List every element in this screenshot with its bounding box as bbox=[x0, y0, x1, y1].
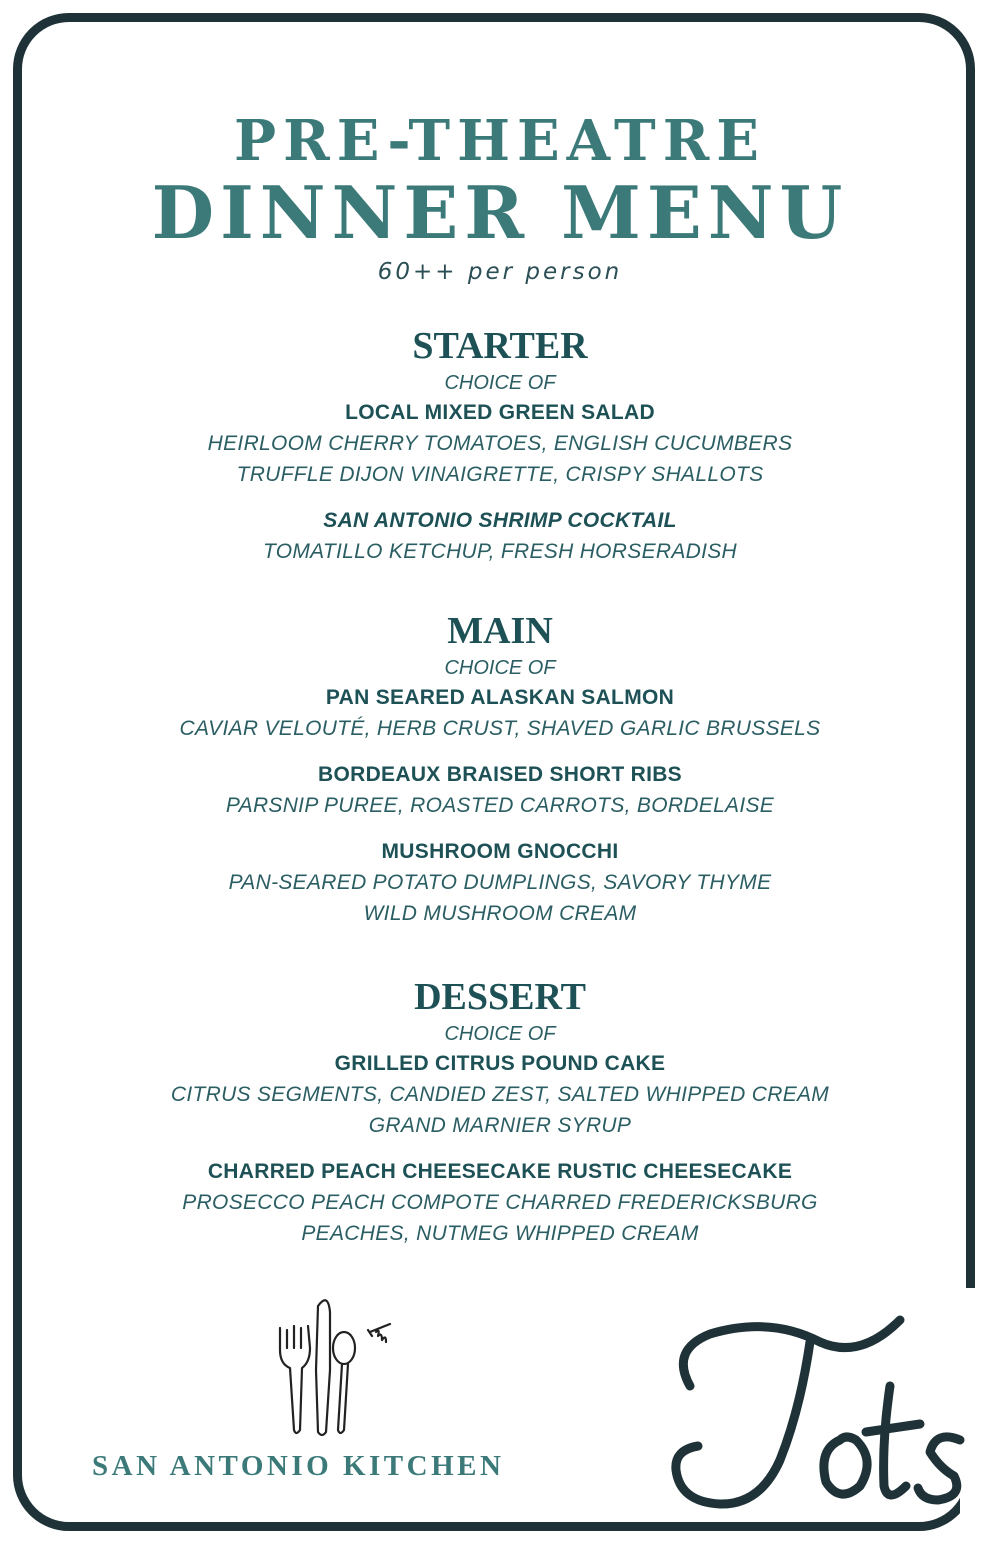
menu-item-desc: TRUFFLE DIJON VINAIGRETTE, CRISPY SHALLOTS bbox=[236, 463, 764, 486]
menu-item-name: PAN SEARED ALASKAN SALMON bbox=[325, 686, 675, 709]
menu-item-desc: PROSECCO PEACH COMPOTE CHARRED FREDERICKSBURG bbox=[182, 1191, 818, 1214]
menu-item-name: SAN ANTONIO SHRIMP COCKTAIL bbox=[323, 509, 677, 532]
menu-item bbox=[0, 683, 1000, 744]
menu-item-name: MUSHROOM GNOCCHI bbox=[381, 840, 619, 863]
choice-label: CHOICE OF bbox=[444, 372, 556, 394]
cutlery-icon bbox=[272, 1290, 402, 1440]
menu-item-desc: CITRUS SEGMENTS, CANDIED ZEST, SALTED WHIPPED CREAM bbox=[170, 1083, 830, 1106]
menu-item bbox=[0, 837, 1000, 929]
menu-item-name: CHARRED PEACH CHEESECAKE RUSTIC CHEESECAKE bbox=[207, 1160, 793, 1183]
menu-price: 60++ per person bbox=[377, 259, 623, 285]
menu-item-desc: PARSNIP PUREE, ROASTED CARROTS, BORDELAISE bbox=[225, 794, 775, 817]
section-main bbox=[0, 609, 1000, 945]
choice-label: CHOICE OF bbox=[444, 657, 556, 679]
menu-item-desc: TOMATILLO KETCHUP, FRESH HORSERADISH bbox=[262, 540, 738, 563]
menu-item-desc: WILD MUSHROOM CREAM bbox=[363, 902, 637, 925]
menu-item-desc: PEACHES, NUTMEG WHIPPED CREAM bbox=[301, 1222, 699, 1245]
menu-item-desc: CAVIAR VELOUTÉ, HERB CRUST, SHAVED GARLIC BRUSSELS bbox=[179, 717, 821, 740]
section-title: MAIN bbox=[447, 610, 553, 652]
jots-logo bbox=[650, 1290, 990, 1520]
menu-item-name: LOCAL MIXED GREEN SALAD bbox=[345, 401, 655, 424]
menu-item-name: BORDEAUX BRAISED SHORT RIBS bbox=[318, 763, 682, 786]
section-dessert bbox=[0, 975, 1000, 1265]
section-title: DESSERT bbox=[414, 976, 586, 1018]
menu-item-desc: GRAND MARNIER SYRUP bbox=[368, 1114, 632, 1137]
menu-item bbox=[0, 760, 1000, 821]
menu-item bbox=[0, 506, 1000, 567]
section-starter bbox=[0, 324, 1000, 583]
menu-item-desc: HEIRLOOM CHERRY TOMATOES, ENGLISH CUCUMBERS bbox=[207, 432, 793, 455]
menu-item-desc: PAN-SEARED POTATO DUMPLINGS, SAVORY THYME bbox=[228, 871, 772, 894]
menu-title-line1: PRE-THEATRE bbox=[234, 108, 766, 174]
restaurant-name: SAN ANTONIO KITCHEN bbox=[92, 1450, 505, 1482]
menu-item bbox=[0, 1049, 1000, 1141]
choice-label: CHOICE OF bbox=[444, 1023, 556, 1045]
section-title: STARTER bbox=[412, 325, 588, 367]
menu-item bbox=[0, 1157, 1000, 1249]
menu-title-line2: DINNER MENU bbox=[151, 170, 849, 255]
menu-item-name: GRILLED CITRUS POUND CAKE bbox=[334, 1052, 666, 1075]
menu-item bbox=[0, 398, 1000, 490]
